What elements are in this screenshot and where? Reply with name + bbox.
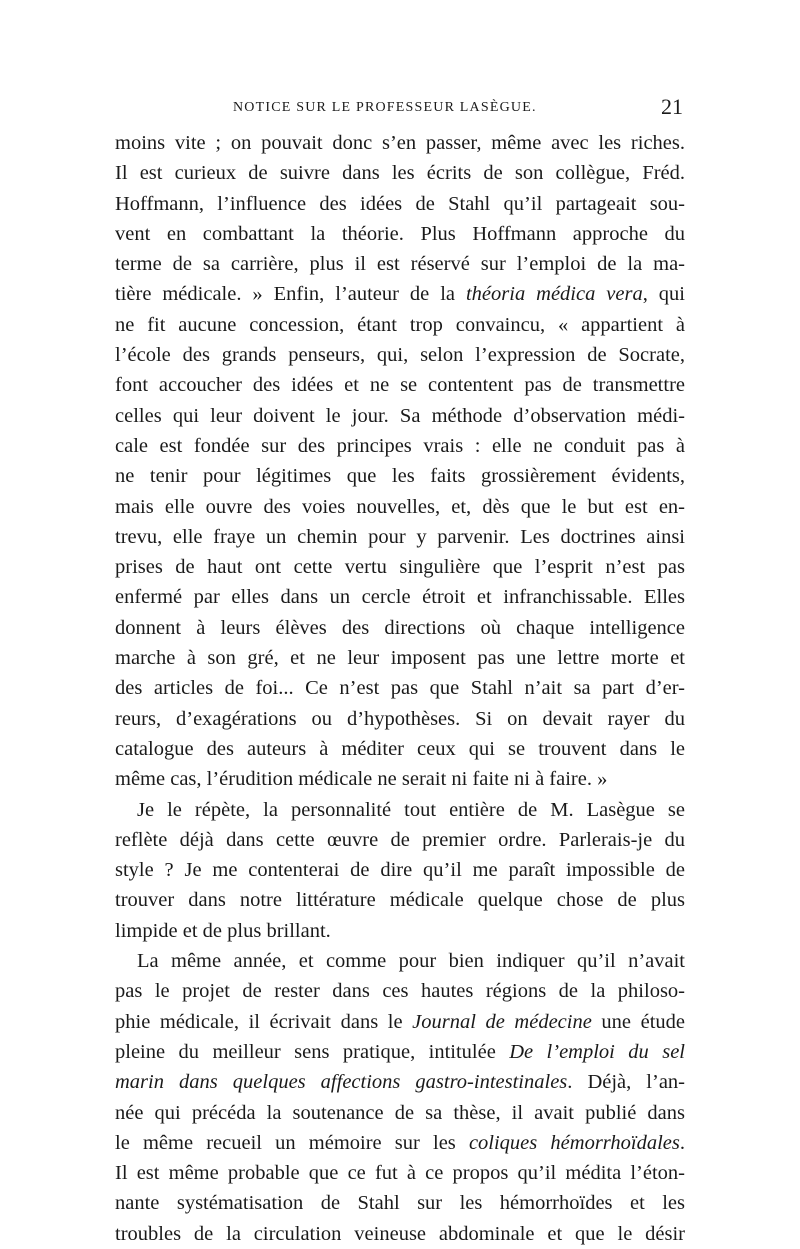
text-line: vent en combattant la théorie. Plus Hoffmann approche du [115, 222, 685, 245]
text-line: style ? Je me contenterai de dire qu’il me paraît impossible de [115, 859, 685, 882]
text-line: marin dans quelques affections gastro-intestinales. Déjà, l’an- [115, 1071, 685, 1094]
text-line: prises de haut ont cette vertu singulière que l’esprit n’est pas [115, 556, 685, 579]
text-line: l’école des grands penseurs, qui, selon l’expression de Socrate, [115, 344, 685, 367]
text-line: reflète déjà dans cette œuvre de premier ordre. Parlerais-je du [115, 828, 685, 851]
running-title: NOTICE SUR LE PROFESSEUR LASÈGUE. [233, 100, 537, 115]
text-line: Il est même probable que ce fut à ce propos qu’il médita l’éton- [115, 1162, 685, 1185]
text-line: trouver dans notre littérature médicale quelque chose de plus [115, 889, 685, 912]
text-line: celles qui leur doivent le jour. Sa méthode d’observation médi- [115, 404, 685, 427]
text-line: Je le répète, la personnalité tout entière de M. Lasègue se [137, 798, 685, 821]
text-line: pleine du meilleur sens pratique, intitulée De l’emploi du sel [115, 1040, 685, 1063]
text-line: trevu, elle fraye un chemin pour y parvenir. Les doctrines ainsi [115, 525, 685, 548]
text-line: des articles de foi... Ce n’est pas que Stahl n’ait sa part d’er- [115, 677, 685, 700]
italic-title: marin dans quelques affections gastro-intestinales [115, 1071, 568, 1094]
text-line: cale est fondée sur des principes vrais : elle ne conduit pas à [115, 434, 685, 457]
italic-title: Journal de médecine [412, 1010, 592, 1033]
text-line: le même recueil un mémoire sur les coliques hémorrhoïdales. [115, 1131, 685, 1154]
italic-title: De l’emploi du sel [509, 1040, 685, 1063]
text-line: marche à son gré, et ne leur imposent pas une lettre morte et [115, 647, 685, 670]
text-line: ne tenir pour légitimes que les faits grossièrement évidents, [115, 465, 685, 488]
text-line: font accoucher des idées et ne se contentent pas de transmettre [115, 374, 685, 397]
italic-title: coliques hémorrhoïdales [468, 1131, 680, 1154]
text-line: même cas, l’érudition médicale ne serait ni faite ni à faire. » [115, 768, 608, 791]
text-line: nante systématisation de Stahl sur les hémorrhoïdes et les [115, 1192, 685, 1215]
text-line: Il est curieux de suivre dans les écrits de son collègue, Fréd. [115, 162, 685, 185]
text-line: moins vite ; on pouvait donc s’en passer, même avec les riches. [115, 132, 685, 154]
text-line: troubles de la circulation veineuse abdominale et que le désir [115, 1222, 685, 1245]
text-line: catalogue des auteurs à méditer ceux qui se trouvent dans le [115, 737, 685, 760]
text-line: mais elle ouvre des voies nouvelles, et, dès que le but est en- [115, 495, 685, 518]
italic-title: théoria médica vera [465, 283, 643, 306]
text-line: limpide et de plus brillant. [115, 919, 331, 942]
text-line: ne fit aucune concession, étant trop convaincu, « appartient à [115, 313, 685, 336]
text-line: enfermé par elles dans un cercle étroit et infranchissable. Elles [115, 586, 685, 609]
text-line: reurs, d’exagérations ou d’hypothèses. Si on devait rayer du [115, 707, 685, 730]
text-line: terme de sa carrière, plus il est réservé sur l’emploi de la ma- [115, 253, 685, 276]
text-line: pas le projet de rester dans ces hautes régions de la philoso- [115, 980, 685, 1003]
text-line: donnent à leurs élèves des directions où chaque intelligence [115, 616, 685, 639]
body-text [115, 128, 685, 1249]
text-line: Hoffmann, l’influence des idées de Stahl qu’il partageait sou- [115, 192, 685, 215]
running-header [115, 94, 685, 124]
text-line: phie médicale, il écrivait dans le Journal de médecine une étude [115, 1010, 685, 1033]
text-line: La même année, et comme pour bien indiquer qu’il n’avait [137, 950, 685, 973]
text-line: née qui précéda la soutenance de sa thèse, il avait publié dans [115, 1101, 685, 1124]
text-line: tière médicale. » Enfin, l’auteur de la théoria médica vera, qui [115, 283, 686, 306]
page-number: 21 [661, 94, 683, 119]
